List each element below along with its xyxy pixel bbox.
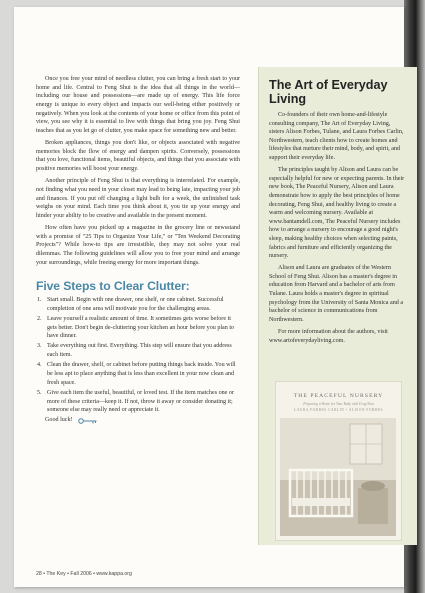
sidebar-paragraph-2: The principles taught by Alison and Laura can be especially helpful for new or expecting parents. In their new book, The Peaceful Nursery, Alison and Laura demonstrate how to apply the best principles of home decorating, Feng Shui, and healthy living to create a warm and welcoming nursery. Available at www.bantamdell.com, The Peaceful Nursery includes how to arrange a nursery to encourage a good night's sleep, making healthy choices when selecting paints, fabrics and furniture and efficiently organizing the nursery. [269,167,405,260]
article-paragraph-1: Once you free your mind of needless clutter, you can bring a fresh start to your home and life. Central to Feng Shui is the idea that all things in the world—including our house and possessions—are made up of energy. This life force energy is unique to every object and impacts our well-being either positively or negatively. When you look at the contents of your home or office from this point of view, you see why it is essential to live with things that bring you joy. Feng Shui teaches that as you let go of clutter, you make space for something new and better. [36,76,240,134]
book-authors: LAURA FORBES CARLIN • ALISON FORBES [294,408,383,412]
step-item [36,296,240,313]
step-number: 5. [37,389,42,396]
step-item [36,389,240,415]
step-item [36,342,240,359]
sidebar-paragraph-1: Co-founders of their own home-and-lifestyle consulting company, The Art of Everyday Living, sisters Alison Forbes, Tulane, and Laura Forbes Carlin, Northwestern, teach clients how to create homes and lifestyles that nurture their mind, body, and spirit, and support their everyday life. [269,112,404,161]
step-number: 4. [37,362,42,369]
page-footer: 28 • The Key • Fall 2006 • www.kappa.org [36,571,132,577]
step-number: 3. [37,343,42,350]
sidebar-paragraph-4: For more information about the authors, visit www.artofeverydayliving.com. [269,329,388,344]
closing-text: Good luck! [45,417,73,424]
book-cover [275,381,402,541]
step-text: Take everything out first. Everything. This step will ensure that you address each item. [47,343,232,359]
article-column [36,75,240,429]
step-text: Leave yourself a realistic amount of time. It sometimes gets worse before it gets better. Don't begin de-cluttering your kitchen an hour before you plan to have dinner. [47,315,235,340]
book-title: THE PEACEFUL NURSERY [293,393,384,399]
steps-list [36,296,240,415]
step-item [36,361,240,387]
article-paragraph-2: Broken appliances, things you don't like, or objects associated with negative memories block the flow of energy and dampen spirits. Conversely, possessions that you love, functional items, beautiful objects, and things that you associate with positive memories will boost your energy. [36,140,240,173]
step-number: 2. [37,315,42,322]
nursery-photo [280,418,396,536]
step-text: Start small. Begin with one drawer, one shelf, or one cabinet. Successful completion of one area will motivate you for the challenging areas. [47,296,224,312]
article-paragraph-3: Another principle of Feng Shui is that everything is interrelated. For example, not finding what you need in your closet may lead to being late, impacting your job and finances. If you put off changing a light bulb for a week, the unfinished task weighs on your mind. Each time you think about it, you tie up your energy and hinder your ability to be creative and available in the present moment. [36,178,240,219]
sidebar-title: The Art of Everyday Living [269,78,388,106]
step-item [36,315,240,341]
sidebar-paragraph-3: Alison and Laura are graduates of the Western School of Feng Shui. Alison has a master's degree in education from Harvard and a bachelor of arts from Tulane. Laura holds a master's degree in spiritual psychology from the University of Santa Monica and a bachelor of science in communications from Northwestern. [269,265,404,323]
sidebar-body [269,111,407,349]
book-subtitle: Preparing a Home for Your Baby with Feng Shui [303,402,374,406]
closing-line [36,416,240,425]
step-text: Clean the drawer, shelf, or cabinet before putting things back inside. You will be less apt to place anything that is less than excellent in your now clean and fresh space. [47,362,236,386]
author-sidebar [258,67,417,545]
step-text: Give each item the useful, beautiful, or loved test. If the item matches one or more of these criteria—keep it. If not, throw it away or consider donating it; someone else may really need or appreciate it. [47,389,234,414]
key-icon [78,417,98,425]
magazine-page [14,7,404,587]
step-number: 1. [37,296,42,303]
article-paragraph-4: How often have you picked up a magazine in the grocery line or newsstand with a promise of "25 Tips to Organize Your Life," or "Ten Weekend Decorating Projects"? While how-to tips are irresistible, they may not solve your real dilemmas. The following guidelines will allow you to free your mind and arrange your surroundings, while freeing energy for more important things. [36,225,240,266]
steps-heading: Five Steps to Clear Clutter: [36,279,190,294]
